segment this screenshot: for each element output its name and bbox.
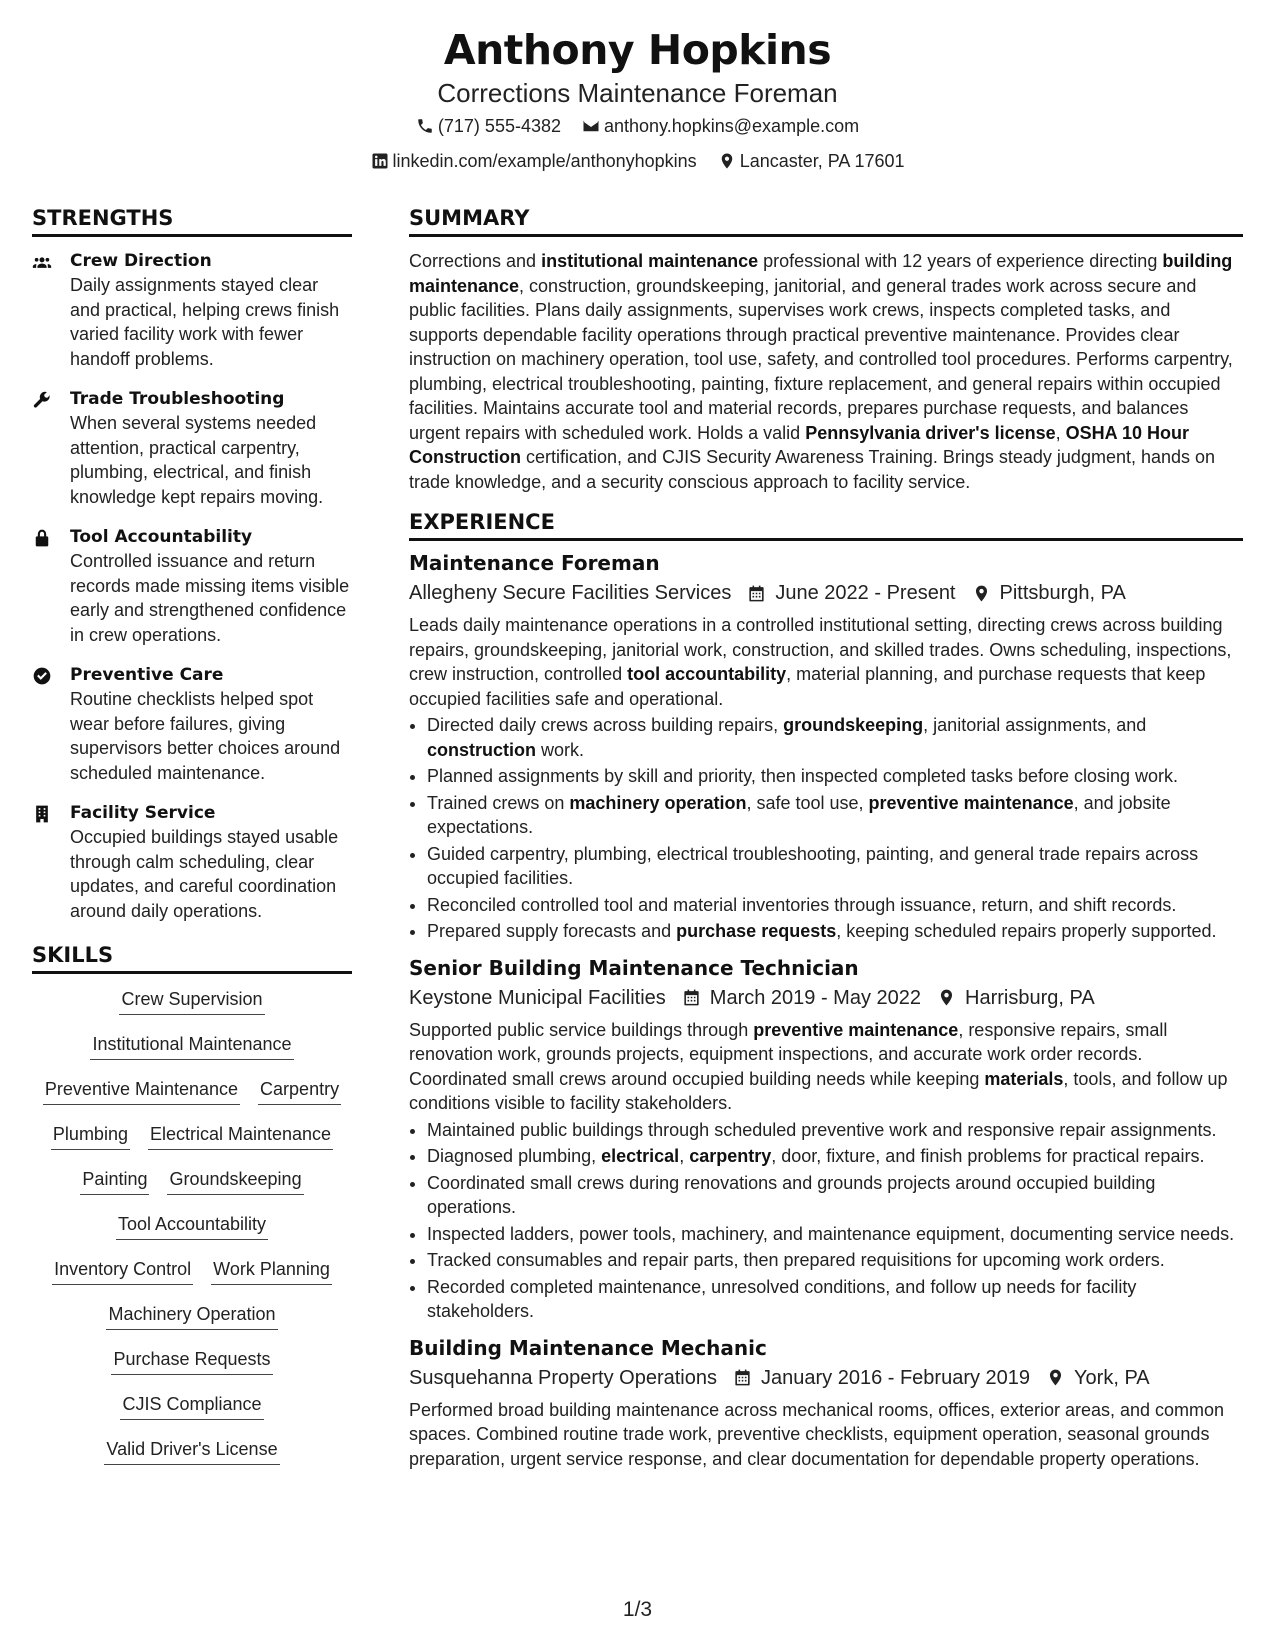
skill-row [32, 1166, 352, 1211]
job-bullet: • Prepared supply forecasts and purchase requests, keeping scheduled repairs properly supported. [427, 919, 1243, 944]
lock-icon [32, 528, 52, 548]
experience-entry [409, 549, 1243, 944]
skill-row [32, 1436, 352, 1481]
job-meta [409, 982, 1243, 1014]
summary-text: Corrections and institutional maintenance professional with 12 years of experience directing building maintenance, construction, groundskeeping, janitorial, and general trades work across secure and public facilities. Plans daily assignments, supervises work crews, inspects completed tasks, and supports dependable facility operations through practical preventive maintenance. Provides clear instruction on machinery operation, tool use, safety, and controlled tool procedures. Performs carpentry, plumbing, electrical troubleshooting, painting, fixture replacement, and general repairs within occupied facilities. Maintains accurate tool and material records, prepares purchase requests, and balances urgent repairs with scheduled work. Holds a valid Pennsylvania driver's license, OSHA 10 Hour Construction certification, and CJIS Security Awareness Training. Brings steady judgment, hands on trade knowledge, and a security conscious approach to facility service. [409, 251, 1233, 492]
job-bullet: • Guided carpentry, plumbing, electrical troubleshooting, painting, and general trade repairs across occupied facilities. [427, 842, 1243, 891]
strength-item [32, 525, 352, 647]
strength-item [32, 249, 352, 371]
candidate-name: Anthony Hopkins [443, 26, 832, 74]
contact-location [718, 145, 905, 177]
contact-linkedin[interactable] [371, 145, 697, 177]
experience-heading: EXPERIENCE [409, 510, 1243, 541]
job-bullet: • Inspected ladders, power tools, machinery, and maintenance equipment, documenting service needs. [427, 1222, 1243, 1247]
job-dates: January 2016 - February 2019 [760, 1366, 1031, 1389]
skill-tag: CJIS Compliance [120, 1391, 263, 1420]
job-location: York, PA [1074, 1366, 1150, 1389]
sidebar [32, 206, 352, 1481]
job-description: Supported public service buildings through preventive maintenance, responsive repairs, small renovation work, grounds projects, equipment inspections, and accurate work order records. Coordinated small crews around occupied building needs while keeping materials, tools, and follow up conditions visible to facility stakeholders. [409, 1019, 1228, 1113]
skill-tag: Inventory Control [52, 1256, 193, 1285]
check-circle-icon [32, 666, 52, 686]
contact-line-1 [0, 110, 1275, 145]
skill-tag: Groundskeeping [167, 1166, 303, 1195]
map-pin-icon [1046, 1368, 1065, 1387]
page-number: 1/3 [622, 1598, 653, 1621]
job-title: Senior Building Maintenance Technician [409, 955, 859, 980]
map-pin-icon [718, 152, 736, 170]
skill-tag: Carpentry [258, 1076, 341, 1105]
linkedin-text[interactable]: linkedin.com/example/anthonyhopkins [392, 151, 697, 171]
job-dates: March 2019 - May 2022 [709, 986, 922, 1009]
strength-title: Tool Accountability [70, 527, 253, 547]
building-icon [32, 804, 52, 824]
users-icon [32, 252, 52, 272]
skill-tag: Electrical Maintenance [148, 1121, 333, 1150]
strength-title: Trade Troubleshooting [70, 389, 285, 409]
job-meta [409, 1362, 1243, 1394]
skill-row [32, 1301, 352, 1346]
strength-item [32, 387, 352, 509]
job-description: Leads daily maintenance operations in a controlled institutional setting, directing crews across building repairs, groundskeeping, janitorial work, construction, and skilled trades. Owns scheduling, inspections, crew instruction, controlled tool accountability, material planning, and purchase requests that keep occupied facilities safe and operational. [409, 615, 1232, 709]
skill-tag: Crew Supervision [119, 986, 264, 1015]
location-text: Lancaster, PA 17601 [739, 151, 905, 171]
strength-title: Facility Service [70, 803, 216, 823]
skill-row [32, 1121, 352, 1166]
strength-description: Controlled issuance and return records made missing items visible early and strengthened confidence in crew operations. [70, 551, 350, 645]
calendar-icon [747, 584, 766, 603]
strengths-heading: STRENGTHS [32, 206, 352, 237]
job-bullet: • Recorded completed maintenance, unresolved conditions, and follow up needs for facility stakeholders. [427, 1275, 1243, 1324]
strength-title: Preventive Care [70, 665, 224, 685]
main-content [409, 206, 1243, 1481]
skill-row [32, 986, 352, 1031]
company-name: Allegheny Secure Facilities Services [409, 582, 732, 604]
skill-tag: Plumbing [51, 1121, 130, 1150]
wrench-icon [32, 390, 52, 410]
strength-item [32, 801, 352, 923]
skill-tag: Work Planning [211, 1256, 332, 1285]
map-pin-icon [972, 584, 991, 603]
job-bullet: • Maintained public buildings through scheduled preventive work and responsive repair assignments. [427, 1118, 1243, 1143]
company-name: Keystone Municipal Facilities [409, 986, 666, 1009]
skill-tag: Tool Accountability [116, 1211, 268, 1240]
job-bullets [409, 1118, 1243, 1324]
job-location: Pittsburgh, PA [999, 582, 1126, 604]
company-name: Susquehanna Property Operations [409, 1366, 717, 1389]
contact-email[interactable] [582, 110, 859, 142]
email-text[interactable]: anthony.hopkins@example.com [604, 116, 860, 136]
job-bullet: • Coordinated small crews during renovations and grounds projects around occupied building operations. [427, 1171, 1243, 1220]
experience-entry [409, 1334, 1243, 1472]
skill-row [32, 1346, 352, 1391]
skills-heading: SKILLS [32, 943, 352, 974]
contact-phone [416, 110, 561, 142]
skills-list [32, 986, 352, 1481]
skill-row [32, 1211, 352, 1256]
job-description: Performed broad building maintenance across mechanical rooms, offices, exterior areas, and common spaces. Combined routine trade work, preventive checklists, equipment operation, seasonal grounds preparation, urgent service response, and clear documentation for dependable property operations. [409, 1399, 1225, 1469]
strength-item [32, 663, 352, 785]
summary-heading: SUMMARY [409, 206, 1243, 237]
phone-text: (717) 555-4382 [437, 116, 561, 136]
skill-row [32, 1076, 352, 1121]
skill-row [32, 1031, 352, 1076]
skill-row [32, 1256, 352, 1301]
calendar-icon [682, 988, 701, 1007]
strength-description: Routine checklists helped spot wear before failures, giving supervisors better choices around scheduled maintenance. [70, 689, 341, 783]
skill-tag: Preventive Maintenance [43, 1076, 240, 1105]
skill-tag: Painting [80, 1166, 149, 1195]
job-location: Harrisburg, PA [965, 986, 1095, 1009]
job-bullet: • Tracked consumables and repair parts, then prepared requisitions for upcoming work orders. [427, 1248, 1243, 1273]
experience-entry [409, 954, 1243, 1324]
phone-icon [416, 117, 434, 135]
calendar-icon [733, 1368, 752, 1387]
resume-header [0, 24, 1275, 180]
experience-list [409, 549, 1243, 1471]
job-bullets [409, 713, 1243, 944]
strength-description: Daily assignments stayed clear and practical, helping crews finish varied facility work with fewer handoff problems. [70, 275, 340, 369]
strengths-list [32, 249, 352, 923]
strength-description: Occupied buildings stayed usable through calm scheduling, clear updates, and careful coordination around daily operations. [70, 827, 339, 921]
job-bullet: • Directed daily crews across building repairs, groundskeeping, janitorial assignments, and construction work. [427, 713, 1243, 762]
skill-tag: Purchase Requests [111, 1346, 272, 1375]
contact-line-2 [0, 145, 1275, 180]
skill-tag: Institutional Maintenance [90, 1031, 293, 1060]
job-bullet: • Diagnosed plumbing, electrical, carpentry, door, fixture, and finish problems for practical repairs. [427, 1144, 1243, 1169]
strength-description: When several systems needed attention, practical carpentry, plumbing, electrical, and finish knowledge kept repairs moving. [70, 413, 324, 507]
skill-tag: Machinery Operation [106, 1301, 277, 1330]
job-bullet: • Reconciled controlled tool and material inventories through issuance, return, and shift records. [427, 893, 1243, 918]
job-bullet: • Planned assignments by skill and priority, then inspected completed tasks before closing work. [427, 764, 1243, 789]
skill-tag: Valid Driver's License [104, 1436, 279, 1465]
strength-title: Crew Direction [70, 251, 212, 271]
envelope-icon [582, 117, 600, 135]
map-pin-icon [937, 988, 956, 1007]
job-meta [409, 577, 1243, 609]
linkedin-icon [371, 152, 389, 170]
job-title: Maintenance Foreman [409, 551, 660, 575]
job-title: Building Maintenance Mechanic [409, 1335, 767, 1360]
job-dates: June 2022 - Present [775, 582, 956, 604]
skill-row [32, 1391, 352, 1436]
candidate-title: Corrections Maintenance Foreman [437, 78, 838, 108]
job-bullet: • Trained crews on machinery operation, safe tool use, preventive maintenance, and jobsite expectations. [427, 791, 1243, 840]
